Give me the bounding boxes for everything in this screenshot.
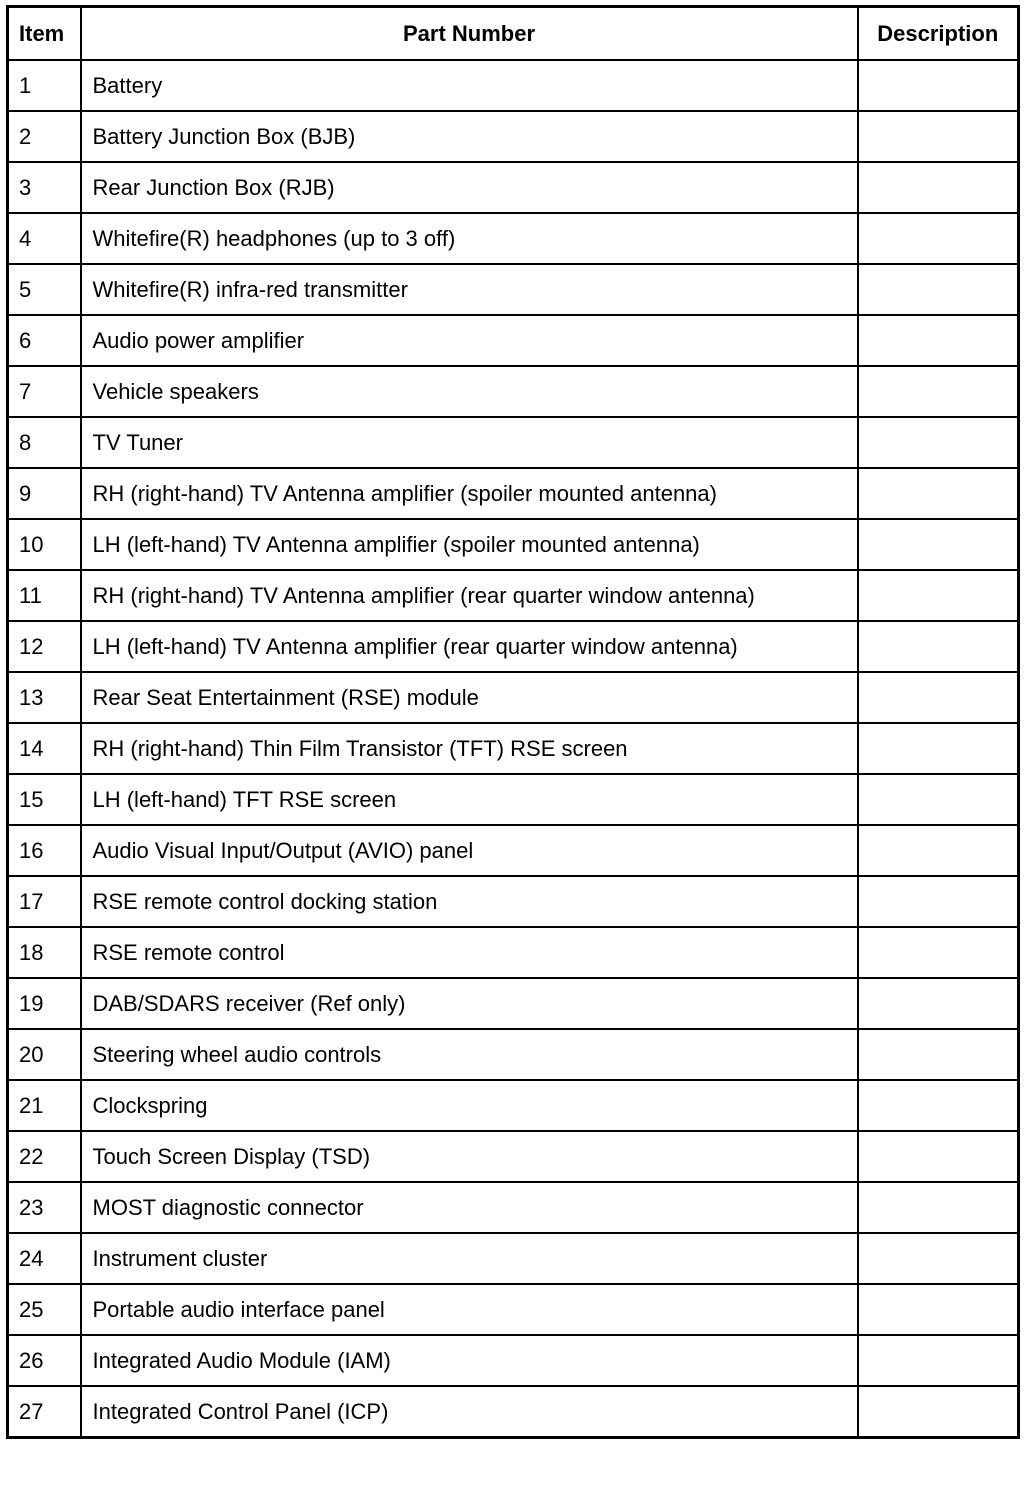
table-row xyxy=(8,1080,1019,1131)
part-number-cell: Touch Screen Display (TSD) xyxy=(81,1131,858,1182)
header-description: Description xyxy=(858,7,1019,61)
table-row xyxy=(8,1029,1019,1080)
part-number-cell: Integrated Audio Module (IAM) xyxy=(81,1335,858,1386)
part-number-cell: Whitefire(R) headphones (up to 3 off) xyxy=(81,213,858,264)
item-number-cell: 16 xyxy=(8,825,81,876)
part-number-cell: Audio power amplifier xyxy=(81,315,858,366)
description-cell xyxy=(858,825,1019,876)
table-row xyxy=(8,621,1019,672)
part-number-cell: Audio Visual Input/Output (AVIO) panel xyxy=(81,825,858,876)
table-row xyxy=(8,1335,1019,1386)
description-cell xyxy=(858,519,1019,570)
part-number-cell: Rear Junction Box (RJB) xyxy=(81,162,858,213)
table-row xyxy=(8,264,1019,315)
description-cell xyxy=(858,978,1019,1029)
description-cell xyxy=(858,111,1019,162)
part-number-cell: Clockspring xyxy=(81,1080,858,1131)
item-number-cell: 22 xyxy=(8,1131,81,1182)
table-row xyxy=(8,1131,1019,1182)
part-number-cell: Whitefire(R) infra-red transmitter xyxy=(81,264,858,315)
header-row xyxy=(8,7,1019,61)
description-cell xyxy=(858,264,1019,315)
table-row xyxy=(8,162,1019,213)
description-cell xyxy=(858,315,1019,366)
table-row xyxy=(8,213,1019,264)
part-number-cell: Battery xyxy=(81,60,858,111)
table-row xyxy=(8,723,1019,774)
part-number-cell: RH (right-hand) TV Antenna amplifier (spoiler mounted antenna) xyxy=(81,468,858,519)
item-number-cell: 15 xyxy=(8,774,81,825)
part-number-cell: RH (right-hand) TV Antenna amplifier (rear quarter window antenna) xyxy=(81,570,858,621)
description-cell xyxy=(858,1335,1019,1386)
table-row xyxy=(8,111,1019,162)
part-number-cell: MOST diagnostic connector xyxy=(81,1182,858,1233)
item-number-cell: 18 xyxy=(8,927,81,978)
description-cell xyxy=(858,1233,1019,1284)
item-number-cell: 25 xyxy=(8,1284,81,1335)
item-number-cell: 9 xyxy=(8,468,81,519)
table-row xyxy=(8,927,1019,978)
table-row xyxy=(8,519,1019,570)
item-number-cell: 24 xyxy=(8,1233,81,1284)
part-number-cell: RSE remote control xyxy=(81,927,858,978)
table-row xyxy=(8,315,1019,366)
part-number-cell: Portable audio interface panel xyxy=(81,1284,858,1335)
part-number-cell: RSE remote control docking station xyxy=(81,876,858,927)
part-number-cell: Rear Seat Entertainment (RSE) module xyxy=(81,672,858,723)
table-row xyxy=(8,1182,1019,1233)
table-row xyxy=(8,570,1019,621)
description-cell xyxy=(858,1080,1019,1131)
description-cell xyxy=(858,1284,1019,1335)
description-cell xyxy=(858,570,1019,621)
item-number-cell: 21 xyxy=(8,1080,81,1131)
item-number-cell: 3 xyxy=(8,162,81,213)
table-row xyxy=(8,672,1019,723)
item-number-cell: 6 xyxy=(8,315,81,366)
part-number-cell: LH (left-hand) TV Antenna amplifier (rear quarter window antenna) xyxy=(81,621,858,672)
description-cell xyxy=(858,417,1019,468)
description-cell xyxy=(858,1182,1019,1233)
table-row xyxy=(8,825,1019,876)
part-number-cell: TV Tuner xyxy=(81,417,858,468)
item-number-cell: 7 xyxy=(8,366,81,417)
item-number-cell: 17 xyxy=(8,876,81,927)
description-cell xyxy=(858,621,1019,672)
description-cell xyxy=(858,774,1019,825)
table-body xyxy=(8,60,1019,1438)
part-number-cell: Instrument cluster xyxy=(81,1233,858,1284)
description-cell xyxy=(858,672,1019,723)
description-cell xyxy=(858,366,1019,417)
table-row xyxy=(8,774,1019,825)
item-number-cell: 13 xyxy=(8,672,81,723)
part-number-cell: Steering wheel audio controls xyxy=(81,1029,858,1080)
table-row xyxy=(8,417,1019,468)
table-row xyxy=(8,60,1019,111)
part-number-cell: RH (right-hand) Thin Film Transistor (TFT) RSE screen xyxy=(81,723,858,774)
part-number-cell: Integrated Control Panel (ICP) xyxy=(81,1386,858,1438)
item-number-cell: 27 xyxy=(8,1386,81,1438)
item-number-cell: 2 xyxy=(8,111,81,162)
description-cell xyxy=(858,162,1019,213)
part-number-cell: Battery Junction Box (BJB) xyxy=(81,111,858,162)
description-cell xyxy=(858,468,1019,519)
table-row xyxy=(8,876,1019,927)
item-number-cell: 26 xyxy=(8,1335,81,1386)
header-item: Item xyxy=(8,7,81,61)
table-row xyxy=(8,366,1019,417)
item-number-cell: 10 xyxy=(8,519,81,570)
description-cell xyxy=(858,1131,1019,1182)
table-row xyxy=(8,468,1019,519)
description-cell xyxy=(858,1029,1019,1080)
table-row xyxy=(8,1233,1019,1284)
item-number-cell: 20 xyxy=(8,1029,81,1080)
item-number-cell: 5 xyxy=(8,264,81,315)
item-number-cell: 8 xyxy=(8,417,81,468)
part-number-cell: LH (left-hand) TFT RSE screen xyxy=(81,774,858,825)
description-cell xyxy=(858,876,1019,927)
table-row xyxy=(8,1386,1019,1438)
description-cell xyxy=(858,60,1019,111)
item-number-cell: 11 xyxy=(8,570,81,621)
description-cell xyxy=(858,723,1019,774)
item-number-cell: 14 xyxy=(8,723,81,774)
item-number-cell: 23 xyxy=(8,1182,81,1233)
description-cell xyxy=(858,1386,1019,1438)
part-number-cell: Vehicle speakers xyxy=(81,366,858,417)
item-number-cell: 1 xyxy=(8,60,81,111)
description-cell xyxy=(858,213,1019,264)
part-number-cell: LH (left-hand) TV Antenna amplifier (spoiler mounted antenna) xyxy=(81,519,858,570)
item-number-cell: 12 xyxy=(8,621,81,672)
item-number-cell: 4 xyxy=(8,213,81,264)
parts-table xyxy=(6,5,1020,1439)
item-number-cell: 19 xyxy=(8,978,81,1029)
table-row xyxy=(8,978,1019,1029)
description-cell xyxy=(858,927,1019,978)
part-number-cell: DAB/SDARS receiver (Ref only) xyxy=(81,978,858,1029)
table-row xyxy=(8,1284,1019,1335)
header-part-number: Part Number xyxy=(81,7,858,61)
